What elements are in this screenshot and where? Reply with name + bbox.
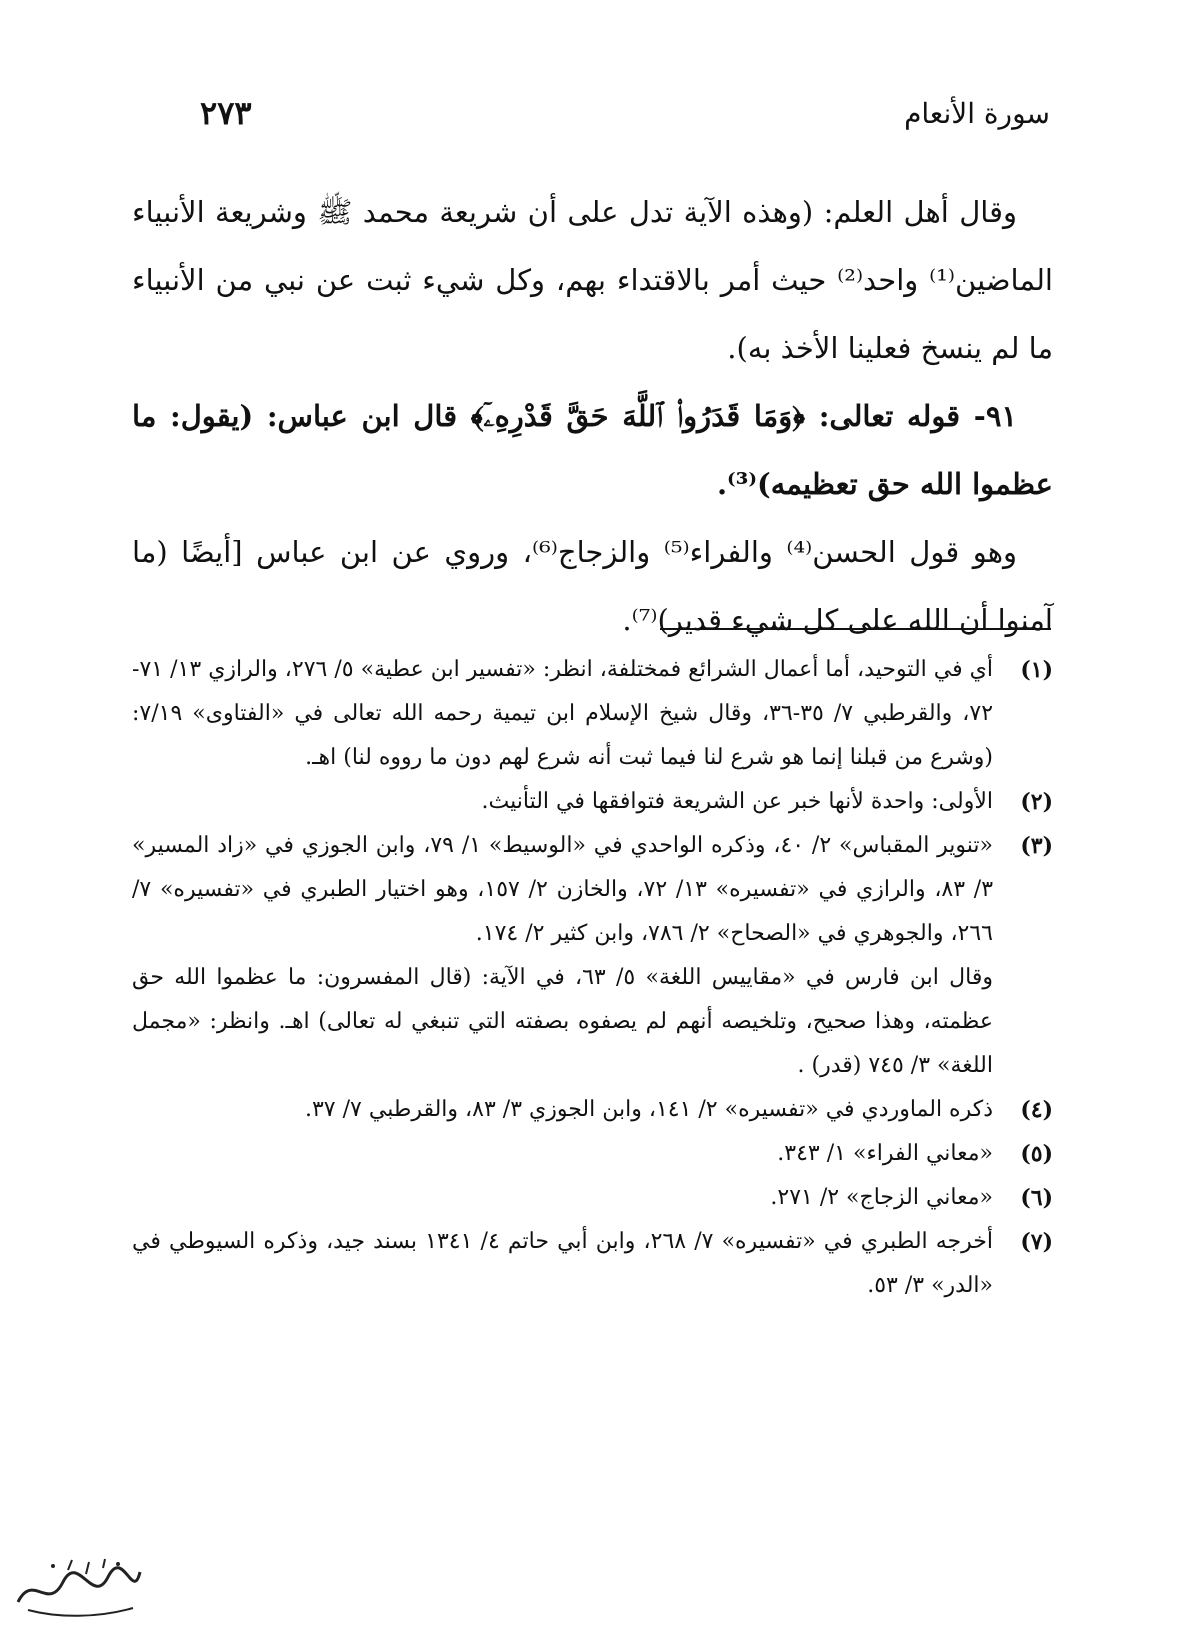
main-paragraph-verse: ٩١- قوله تعالى: ﴿وَمَا قَدَرُوا۟ ٱللَّهَ حَقَّ قَدْرِهِۦٓ﴾ قال ابن عباس: (يقول: ما عظموا الله حق تعظيمه)⁽³⁾. [132,399,1053,501]
footnote [132,1088,1053,1132]
main-text [132,178,1053,654]
surah-title: سورة الأنعام [904,96,1050,130]
footnote-text: الأولى: واحدة لأنها خبر عن الشريعة فتوافقها في التأنيث. [481,789,993,814]
main-paragraph: وهو قول الحسن⁽⁴⁾ والفراء⁽⁵⁾ والزجاج⁽⁶⁾، وروي عن ابن عباس [أيضًا (ما آمنوا أن الله على كل شيء قدير)⁽⁷⁾. [132,535,1053,637]
footnote-text: أي في التوحيد، أما أعمال الشرائع فمختلفة، انظر: «تفسير ابن عطية» ٥/ ٢٧٦، والرازي ١٣/ ٧١- ٧٢، والقرطبي ٧/ ٣٥-٣٦، وقال شيخ الإسلام ابن تيمية رحمه الله تعالى في «الفتاوى» ٧/١٩: (وشرع من قبلنا إنما هو شرع لنا فيما ثبت أنه شرع لهم دون ما رووه لنا) اهـ. [132,657,994,770]
main-paragraph: وقال أهل العلم: (وهذه الآية تدل على أن شريعة محمد ﷺ وشريعة الأنبياء الماضين⁽¹⁾ واحد⁽²⁾ حيث أمر بالاقتداء بهم، وكل شيء ثبت عن نبي من الأنبياء ما لم ينسخ فعلينا الأخذ به). [132,195,1053,365]
page-header [200,88,1050,138]
footnote-text: «معاني الفراء» ١/ ٣٤٣. [777,1141,993,1166]
footnote [132,824,1053,956]
footnote-mark: (٦) [1020,1185,1053,1211]
footnote [132,1176,1053,1220]
footnote [132,1132,1053,1176]
footnote-mark: (١) [1020,657,1053,683]
footnote-mark: (٢) [1020,789,1053,815]
calligraphy-stamp-logo [8,1552,148,1624]
footnote [132,648,1053,780]
footnote [132,1220,1053,1308]
footnote-text: أخرجه الطبري في «تفسيره» ٧/ ٢٦٨، وابن أبي حاتم ٤/ ١٣٤١ بسند جيد، وذكره السيوطي في «الدر» ٣/ ٥٣. [132,1229,994,1298]
footnote-mark: (٣) [1020,833,1053,859]
footnote-text: ذكره الماوردي في «تفسيره» ٢/ ١٤١، وابن الجوزي ٣/ ٨٣، والقرطبي ٧/ ٣٧. [304,1097,993,1122]
footnote-text: «تنوير المقباس» ٢/ ٤٠، وذكره الواحدي في «الوسيط» ١/ ٧٩، وابن الجوزي في «زاد المسير» ٣/ ٨٣، والرازي في «تفسيره» ١٣/ ٧٢، والخازن ٢/ ١٥٧، وهو اختيار الطبري في «تفسيره» ٧/ ٢٦٦، والجوهري في «الصحاح» ٢/ ٧٨٦، وابن كثير ٢/ ١٧٤. [132,833,994,946]
footnote-text: «معاني الزجاج» ٢/ ٢٧١. [770,1185,993,1210]
footnote [132,780,1053,824]
footnote-mark: (٤) [1020,1097,1053,1123]
footnote-divider [660,628,1051,630]
footnote-continuation: وقال ابن فارس في «مقاييس اللغة» ٥/ ٦٣، في الآية: (قال المفسرون: ما عظموا الله حق عظمته، وهذا صحيح، وتلخيصه أنهم لم يصفوه بصفته التي تنبغي له تعالى) اهـ. وانظر: «مجمل اللغة» ٣/ ٧٤٥ (قدر) . [132,965,993,1078]
page-number: ٢٧٣ [200,94,252,132]
footnote-mark: (٥) [1020,1141,1053,1167]
footnotes [132,648,1053,1308]
footnote-mark: (٧) [1020,1229,1053,1255]
